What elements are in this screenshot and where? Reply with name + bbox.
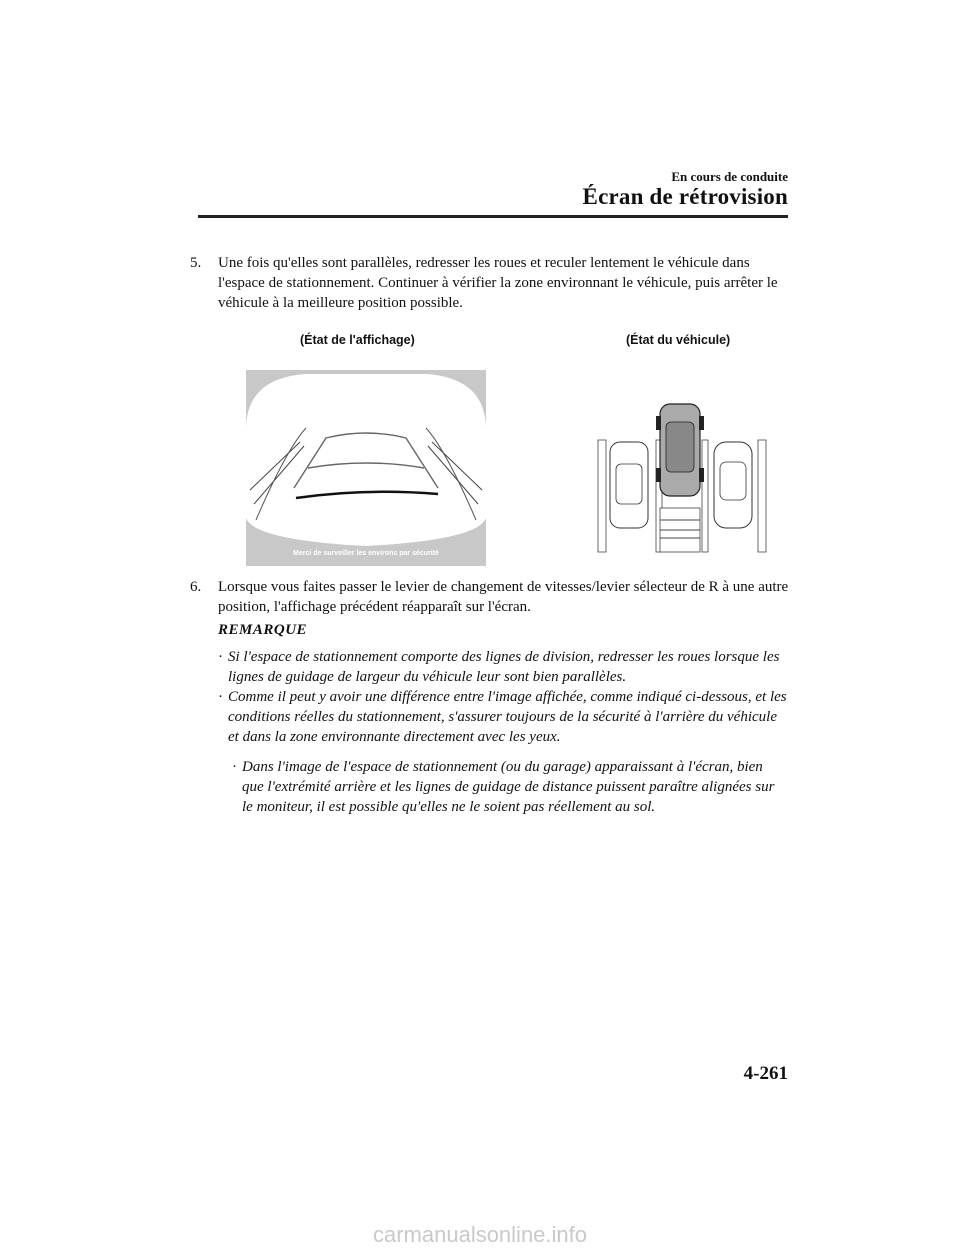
- remark-sub-bullet: · Dans l'image de l'espace de stationnement (ou du garage) apparaissant à l'écran, bien que l'extrémité arrière et les lignes de guidage de distance puissent paraître alignées sur le moniteur, il est possible qu'elles ne le soient pas réellement au sol.: [232, 759, 775, 815]
- step-6: [190, 577, 790, 617]
- remark-title: REMARQUE: [218, 622, 308, 638]
- bullet-icon: ·: [232, 759, 237, 775]
- step-text: Lorsque vous faites passer le levier de changement de vitesses/levier sélecteur de R à une autre position, l'affichage précédent réapparaît sur l'écran.: [218, 579, 789, 615]
- section-label: En cours de conduite: [671, 169, 788, 184]
- watermark: carmanualsonline.info: [372, 1222, 588, 1247]
- step-number: 6.: [190, 579, 202, 595]
- remark-bullet: · Si l'espace de stationnement comporte des lignes de division, redresser les roues lorsque les lignes de guidage de largeur du véhicule leur sont bien parallèles.: [218, 649, 780, 685]
- step-number: 5.: [190, 255, 202, 271]
- page-title: Écran de rétrovision: [582, 184, 788, 209]
- vehicle-position-illustration: [592, 400, 772, 560]
- step-5: [190, 253, 790, 313]
- vehicle-caption: (État du véhicule): [626, 333, 731, 347]
- header-divider: [198, 215, 788, 218]
- camera-display-illustration: [246, 370, 486, 566]
- step-text: Une fois qu'elles sont parallèles, redresser les roues et reculer lentement le véhicule dans l'espace de stationnement. Continuer à vérifier la zone environnant le véhicule, puis arrêter le véhicule à la meilleure position possible.: [218, 255, 778, 311]
- display-caption: (État de l'affichage): [300, 333, 415, 347]
- bullet-icon: ·: [218, 649, 223, 665]
- screen-warning-text: Merci de surveiller les environs par sécurité: [293, 550, 439, 557]
- bullet-icon: ·: [218, 689, 223, 705]
- page-number: 4-261: [743, 1063, 788, 1084]
- remark-bullet: · Comme il peut y avoir une différence entre l'image affichée, comme indiqué ci-dessous, et les conditions réelles du stationnement, s'assurer toujours de la sécurité à l'arrière du véhicule et dans la zone environnante directement avec les yeux.: [218, 689, 787, 745]
